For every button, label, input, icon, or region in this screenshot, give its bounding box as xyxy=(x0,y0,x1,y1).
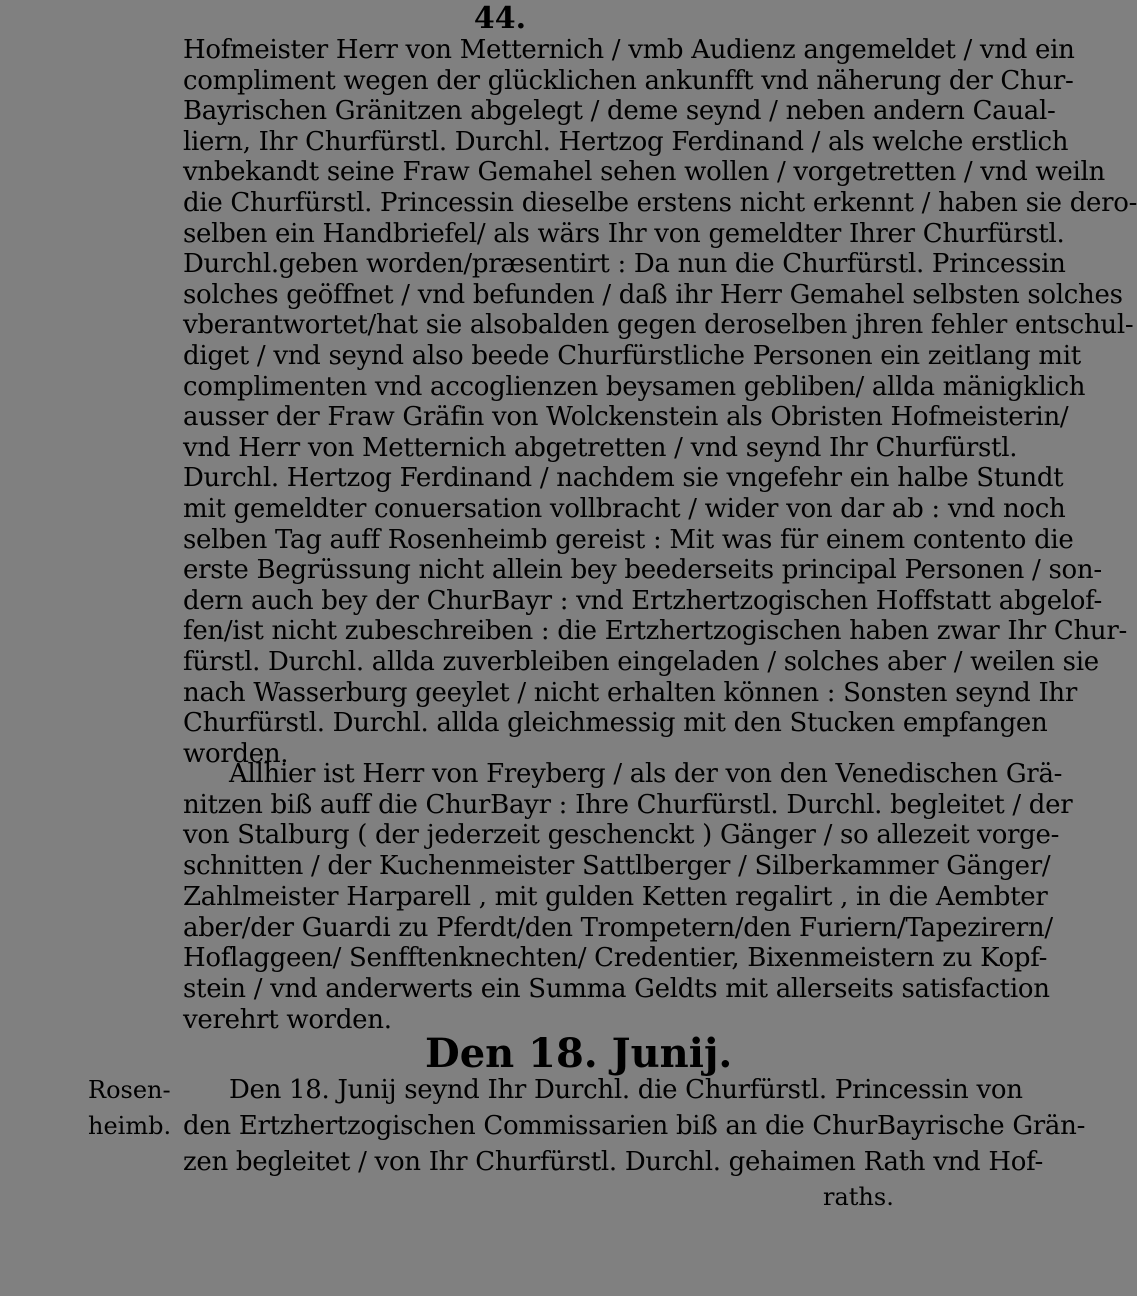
text-line: Zahlmeister Harparell , mit gulden Ketten regalirt , in die Aembter xyxy=(183,881,1048,912)
text-line: vnbekandt seine Fraw Gemahel sehen wollen / vorgetretten / vnd weiln xyxy=(183,157,1105,188)
text-line: selben ein Handbriefel/ als wärs Ihr von gemeldter Ihrer Churfürstl. xyxy=(183,218,1065,249)
margin-note-line: Rosen- xyxy=(88,1076,171,1104)
text-line: dern auch bey der ChurBayr : vnd Ertzhertzogischen Hoffstatt abgelof- xyxy=(183,585,1103,616)
text-line: worden. xyxy=(183,738,289,769)
text-line: nach Wasserburg geeylet / nicht erhalten können : Sonsten seynd Ihr xyxy=(183,677,1077,708)
text-line: compliment wegen der glücklichen ankunfft vnd näherung der Chur- xyxy=(183,65,1074,96)
text-line: aber/der Guardi zu Pferdt/den Trompetern/den Furiern/Tapezirern/ xyxy=(183,912,1053,943)
text-line: Hofmeister Herr von Metternich / vmb Audienz angemeldet / vnd ein xyxy=(183,35,1075,65)
text-line: mit gemeldter conuersation vollbracht / wider von dar ab : vnd noch xyxy=(183,494,1066,524)
text-line: den Ertzhertzogischen Commissarien biß an die ChurBayrische Grän- xyxy=(183,1111,1086,1141)
text-line: Bayrischen Gränitzen abgelegt / deme seynd / neben andern Caual- xyxy=(183,96,1056,127)
catchword: raths. xyxy=(823,1183,894,1211)
text-line: liern, Ihr Churfürstl. Durchl. Hertzog Ferdinand / als welche erstlich xyxy=(183,126,1069,157)
text-line: vberantwortet/hat sie alsobalden gegen deroselben jhren fehler entschul- xyxy=(183,310,1134,341)
text-line: Churfürstl. Durchl. allda gleichmessig mit den Stucken empfangen xyxy=(183,708,1048,739)
margin-note-line: heimb. xyxy=(88,1112,172,1140)
text-line: Allhier ist Herr von Freyberg / als der von den Venedischen Grä- xyxy=(229,759,1063,789)
text-line: erste Begrüssung nicht allein bey beederseits principal Personen / son- xyxy=(183,555,1102,586)
text-line: verehrt worden. xyxy=(183,1004,392,1035)
text-line: die Churfürstl. Princessin dieselbe erstens nicht erkennt / haben sie dero- xyxy=(183,188,1137,218)
text-line: stein / vnd anderwerts ein Summa Geldts mit allerseits satisfaction xyxy=(183,973,1050,1004)
text-line: Hoflaggeen/ Senfftenknechten/ Credentier, Bixenmeistern zu Kopf- xyxy=(183,943,1048,974)
text-line: zen begleitet / von Ihr Churfürstl. Durchl. gehaimen Rath vnd Hof- xyxy=(183,1147,1043,1177)
page-number: 44. xyxy=(473,1,527,36)
text-line: Durchl.geben worden/præsentirt : Da nun die Churfürstl. Princessin xyxy=(183,249,1066,280)
text-line: vnd Herr von Metternich abgetretten / vnd seynd Ihr Churfürstl. xyxy=(183,432,1018,463)
text-line: diget / vnd seynd also beede Churfürstliche Personen ein zeitlang mit xyxy=(183,341,1081,371)
text-line: fürstl. Durchl. allda zuverbleiben eingeladen / solches aber / weilen sie xyxy=(183,647,1099,677)
text-line: selben Tag auff Rosenheimb gereist : Mit was für einem contento die xyxy=(183,524,1074,555)
text-line: solches geöffnet / vnd befunden / daß ihr Herr Gemahel selbsten solches xyxy=(183,279,1123,310)
text-line: complimenten vnd accoglienzen beysamen gebliben/ allda mänigklich xyxy=(183,371,1086,402)
text-line: fen/ist nicht zubeschreiben : die Ertzhertzogischen haben zwar Ihr Chur- xyxy=(183,616,1127,647)
text-line: Den 18. Junij seynd Ihr Durchl. die Churfürstl. Princessin von xyxy=(229,1075,1023,1105)
section-heading: Den 18. Junij. xyxy=(425,1030,733,1077)
text-line: von Stalburg ( der jederzeit geschenckt ) Gänger / so allezeit vorge- xyxy=(183,820,1060,851)
text-line: ausser der Fraw Gräfin von Wolckenstein als Obristen Hofmeisterin/ xyxy=(183,402,1069,433)
text-line: schnitten / der Kuchenmeister Sattlberger / Silberkammer Gänger/ xyxy=(183,851,1051,882)
text-line: nitzen biß auff die ChurBayr : Ihre Churfürstl. Durchl. begleitet / der xyxy=(183,789,1073,820)
text-line: Durchl. Hertzog Ferdinand / nachdem sie vngefehr ein halbe Stundt xyxy=(183,463,1064,494)
